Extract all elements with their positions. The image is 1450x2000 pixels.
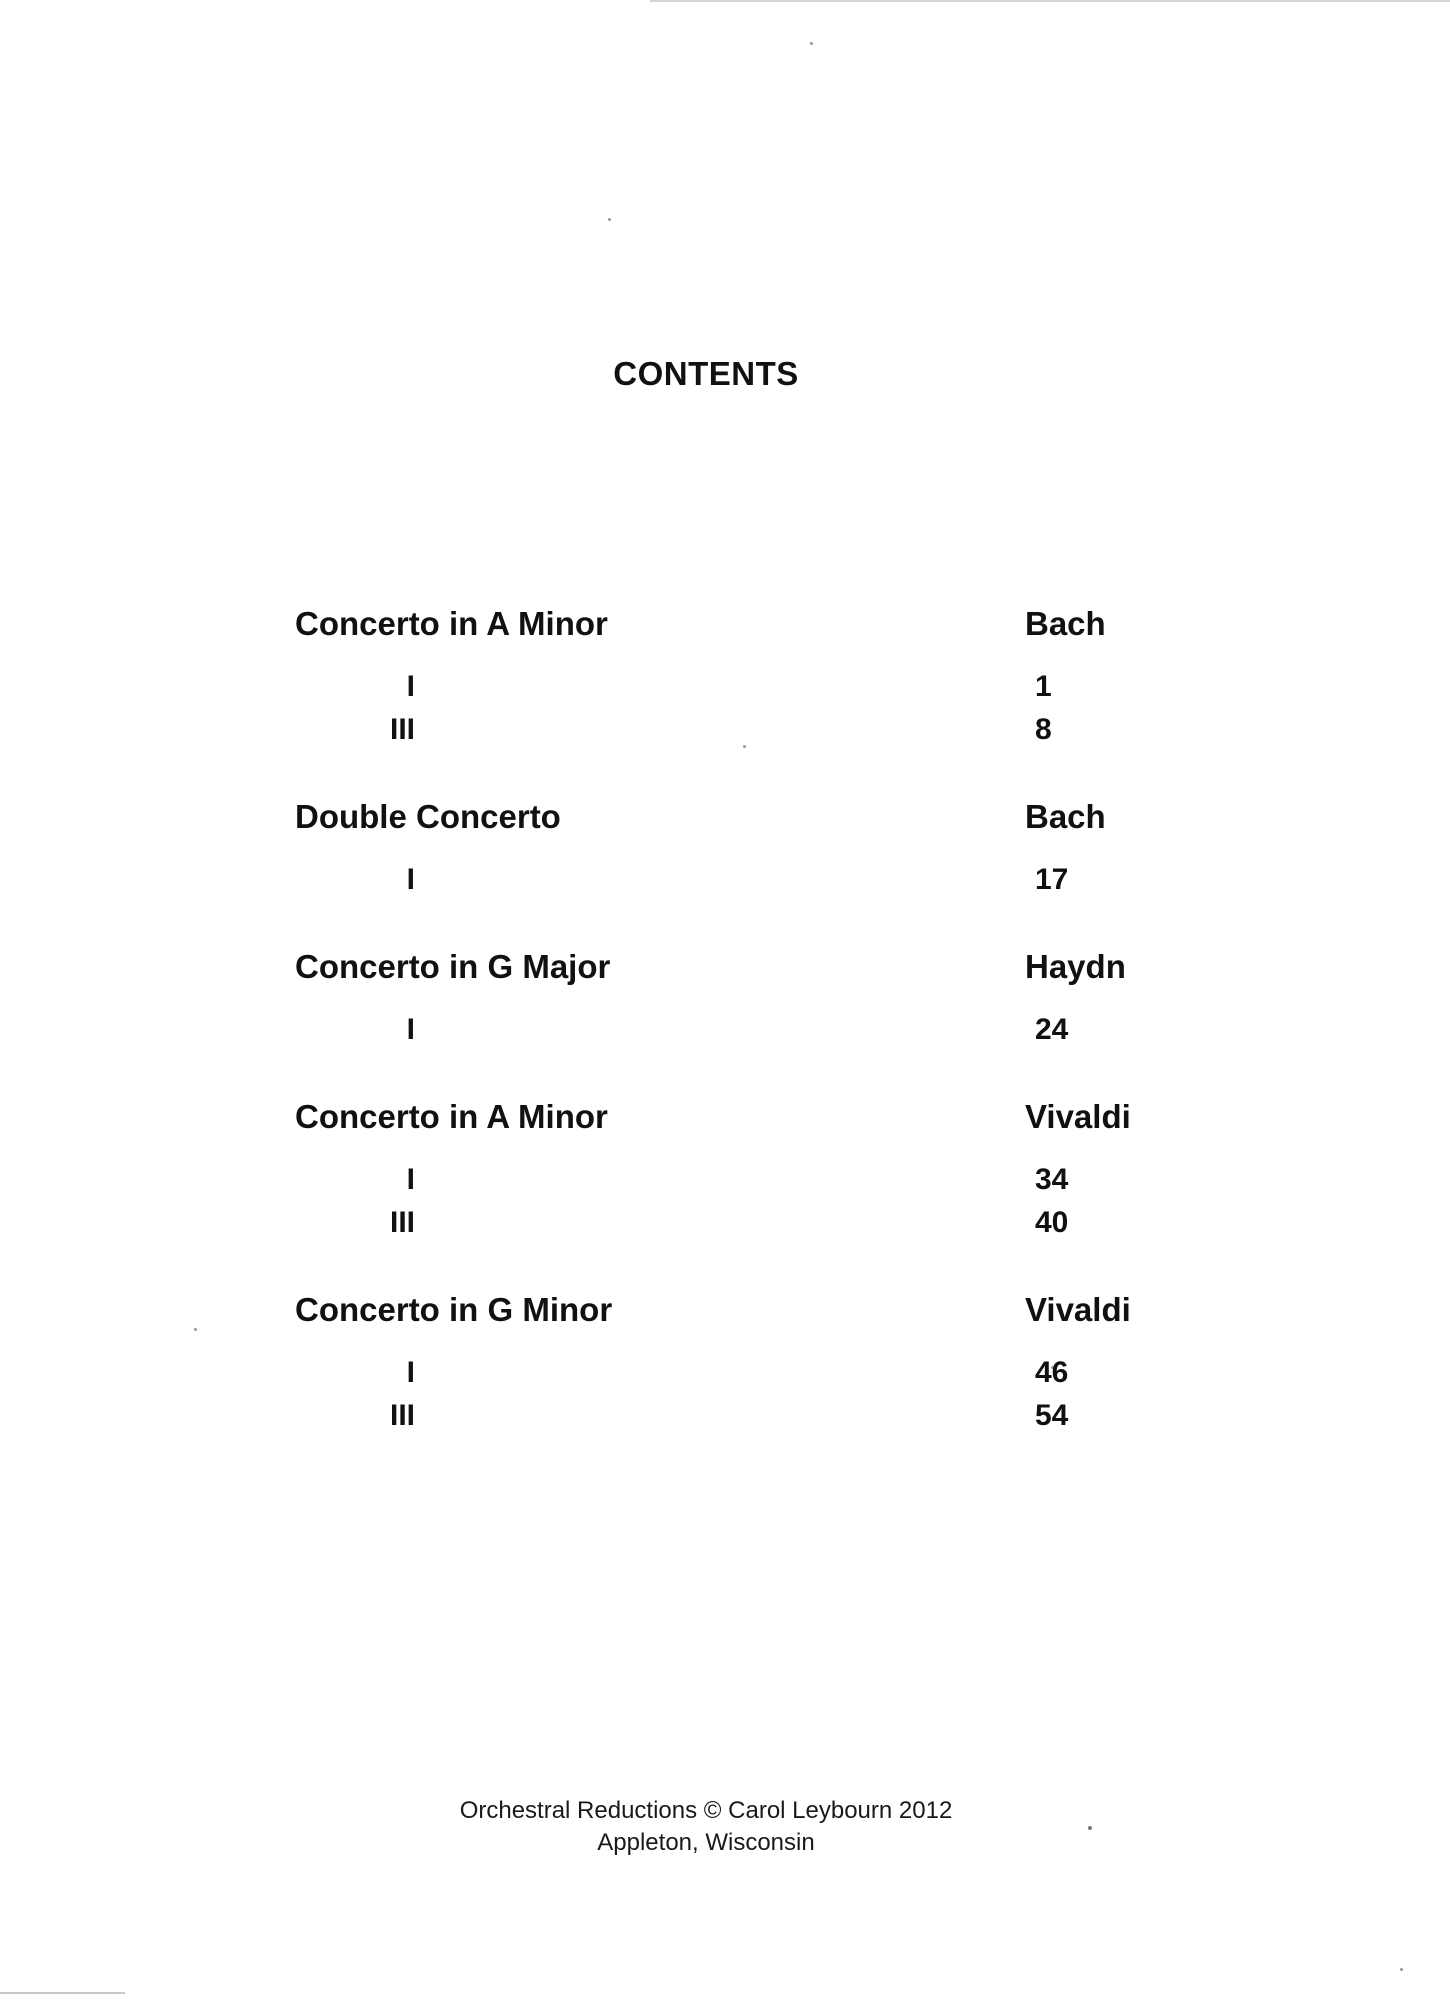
toc-entry — [295, 605, 1175, 756]
toc-entry — [295, 1098, 1175, 1249]
movement-number: I — [406, 1013, 415, 1046]
scan-speck — [810, 42, 813, 45]
page-number-text: 40 — [1035, 1206, 1069, 1239]
movement-list — [295, 670, 1175, 756]
work-title: Concerto in A Minor — [295, 605, 608, 642]
movement-number: III — [389, 1206, 415, 1239]
movement-row — [295, 670, 1175, 713]
movement-row — [295, 713, 1175, 756]
toc-entry-header — [295, 1098, 1175, 1142]
work-composer: Haydn — [1025, 948, 1126, 985]
toc-entry-header — [295, 948, 1175, 992]
movement-number: III — [389, 713, 415, 746]
toc-entry — [295, 948, 1175, 1056]
movement-list — [295, 1163, 1175, 1249]
movement-list — [295, 863, 1175, 906]
page-number-text: 1 — [1035, 670, 1052, 703]
movement-row — [295, 1356, 1175, 1399]
movement-row — [295, 1163, 1175, 1206]
work-title: Double Concerto — [295, 798, 561, 835]
movement-number: III — [389, 1399, 415, 1432]
work-title: Concerto in G Minor — [295, 1291, 613, 1328]
footer-copyright-line: Orchestral Reductions © Carol Leybourn 2012 — [459, 1797, 953, 1824]
movement-list — [295, 1013, 1175, 1056]
page-title: CONTENTS — [613, 355, 799, 392]
toc-entry — [295, 1291, 1175, 1442]
page-number-text: 34 — [1035, 1163, 1069, 1196]
page-number-text: 24 — [1035, 1013, 1069, 1046]
scan-speck — [1400, 1968, 1403, 1971]
scan-edge-top — [650, 0, 1450, 2]
work-title: Concerto in G Major — [295, 948, 611, 985]
movement-row — [295, 1399, 1175, 1442]
movement-number: I — [406, 863, 415, 896]
table-of-contents — [295, 605, 1175, 1484]
page-number-text: 17 — [1035, 863, 1069, 896]
copyright-footer — [0, 1795, 1412, 1859]
movement-row — [295, 1206, 1175, 1249]
work-title: Concerto in A Minor — [295, 1098, 608, 1135]
page-number-text: 54 — [1035, 1399, 1069, 1432]
movement-number: I — [406, 1163, 415, 1196]
work-composer: Vivaldi — [1025, 1098, 1131, 1135]
movement-row — [295, 1013, 1175, 1056]
work-composer: Bach — [1025, 605, 1106, 642]
work-composer: Bach — [1025, 798, 1106, 835]
toc-entry-header — [295, 1291, 1175, 1335]
toc-entry — [295, 798, 1175, 906]
scan-speck — [194, 1328, 197, 1331]
work-composer: Vivaldi — [1025, 1291, 1131, 1328]
movement-number: I — [406, 1356, 415, 1389]
footer-location-line: Appleton, Wisconsin — [597, 1829, 815, 1856]
movement-number: I — [406, 670, 415, 703]
page-number-text: 46 — [1035, 1356, 1069, 1389]
movement-row — [295, 863, 1175, 906]
page-number-text: 8 — [1035, 713, 1052, 746]
scan-edge-bottom — [0, 1992, 125, 1994]
toc-entry-header — [295, 798, 1175, 842]
movement-list — [295, 1356, 1175, 1442]
toc-entry-header — [295, 605, 1175, 649]
scan-speck — [608, 218, 611, 221]
